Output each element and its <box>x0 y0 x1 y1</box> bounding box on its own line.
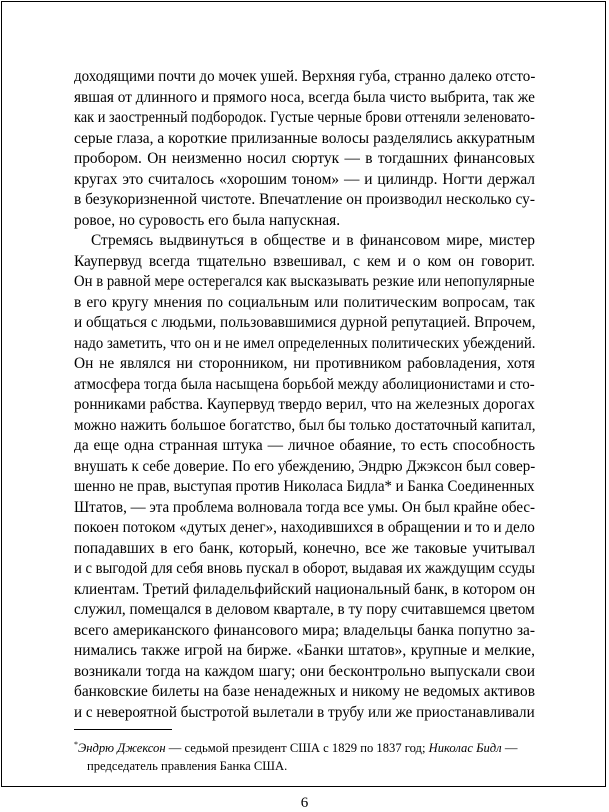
text-line: ровое, но суровость его была напускная. <box>74 211 341 229</box>
footnote-separator <box>74 729 172 730</box>
text-line: явшая от длинного и прямого носа, всегда была чисто выбрита, так же <box>74 88 535 106</box>
text-line: и с невероятной быстротой вылетали в трубу или же приостанавливали <box>74 703 535 721</box>
text-line: Он в равной мере остерегался как высказывать резкие или непопулярные <box>74 273 535 290</box>
text-line: Штатов, — эта проблема волновала тогда все умы. Он был крайне обес- <box>74 498 536 516</box>
text-line: как и заостренный подбородок. Густые черные брови оттеняли зеленовато- <box>74 109 535 126</box>
footnote-name-jackson: Эндрю Джексон <box>78 740 166 755</box>
footnote-name-biddle: Николас Бидл <box>428 740 502 755</box>
text-line: да еще одна странная штука — личное обаяние, то есть способность <box>74 437 535 454</box>
text-line: пробором. Он неизменно носил сюртук — в тогдашних финансовых <box>74 150 535 167</box>
text-line: и с выгодой для себя вновь пускал в оборот, выдавая их жаждущим ссуды <box>74 560 535 577</box>
footnote-text: — седьмой президент США с 1829 по 1837 год; <box>165 740 429 755</box>
text-line: банковские билеты на базе ненадежных и никому не ведомых активов <box>74 683 535 700</box>
text-line: попадавших в его банк, который, конечно, все же таковые учитывал <box>74 539 535 557</box>
text-line: ронниками рабства. Каупервуд твердо верил, что на железных дорогах <box>74 396 535 413</box>
text-line: всего американского финансового мира; владельцы банка попутно за- <box>74 621 535 639</box>
text-line: Каупервуд всегда тщательно взвешивал, с кем и о ком он говорит. <box>74 252 535 270</box>
text-line: атмосфера тогда была насыщена борьбой между аболиционистами и сто- <box>74 375 535 393</box>
text-line: в его кругу мнения по социальным или политическим вопросам, так <box>74 293 535 311</box>
text-line: шенно не прав, выступая против Николаса Бидла* и Банка Соединенных <box>74 478 535 495</box>
text-line: служил, помещался в деловом квартале, в ту пору считавшемся цветом <box>74 601 535 618</box>
text-line: надо заметить, что он и не имел определенных политических убеждений. <box>74 334 536 352</box>
text-line: доходящими почти до мочек ушей. Верхняя губа, странно далеко отсто- <box>74 68 536 85</box>
paragraph-first-line: Стремясь выдвинуться в обществе и в финансовом мире, мистер <box>91 232 535 249</box>
text-line: покоен потоком «дутых денег», находившихся в обращении и то и дело <box>74 519 535 536</box>
text-line: внушать к себе доверие. По его убеждению, Эндрю Джэксон был совер- <box>74 457 536 475</box>
text-line: и общаться с людьми, пользовавшимися дурной репутацией. Впрочем, <box>74 314 536 331</box>
text-line: нимались также игрой на бирже. «Банки штатов», крупные и мелкие, <box>74 642 535 659</box>
text-line: в безукоризненной чистоте. Впечатление он производил несколько су- <box>74 191 535 208</box>
footnote-text: — <box>501 740 518 755</box>
text-line: кругах это считалось «хорошим тоном» — и цилиндр. Ногти держал <box>74 170 535 188</box>
page-number: 6 <box>300 794 309 811</box>
text-line: клиентам. Третий филадельфийский национальный банк, в котором он <box>74 580 536 598</box>
text-line: возникали тогда на каждом шагу; они бесконтрольно выпускали свои <box>74 662 535 680</box>
footnote-line-2: председатель правления Банка США. <box>87 758 288 773</box>
footnote-marker: * <box>74 739 78 749</box>
text-line: Он не являлся ни сторонником, ни противником рабовладения, хотя <box>74 355 535 372</box>
text-line: можно нажить большое богатство, был бы только достаточный капитал, <box>74 416 536 434</box>
footnote-line-1 <box>74 739 535 757</box>
text-line: серые глаза, а короткие прилизанные волосы разделялись аккуратным <box>74 129 535 147</box>
